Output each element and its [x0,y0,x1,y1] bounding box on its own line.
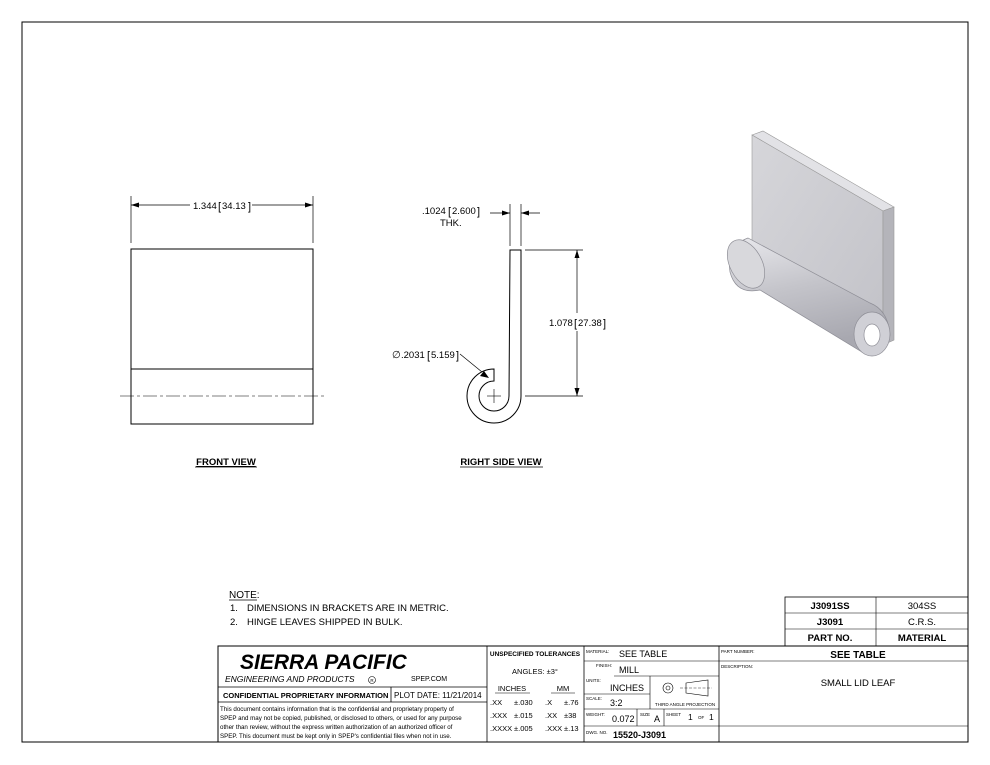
confidential-text-line-4: SPEP. This document must be kept only in SPEP's confidential files when not in use. [220,733,452,740]
right-side-view [392,204,606,468]
tol-row-2-in-val: ±.015 [514,711,533,720]
confidential-text-line-3: other than review, without the express written authorization of an authorized officer of [220,724,453,731]
confidential-label: CONFIDENTIAL PROPRIETARY INFORMATION [223,691,389,700]
note-1-number: 1. [230,603,238,614]
description-value: SMALL LID LEAF [820,678,896,689]
note-2-number: 2. [230,617,238,628]
tol-row-2-in-label: .XXX [490,711,508,720]
front-width-dimension: 1.344 [193,201,217,212]
notes-heading: NOTE: [229,590,260,601]
confidential-text-line-2: SPEP and may not be copied, published, or disclosed to others, or used for any purpose [220,715,462,722]
weight-label: WEIGHT: [586,712,605,717]
tol-row-2-mm-val: ±38 [564,711,577,720]
front-view-outline [131,249,313,424]
part-number-label: PART NUMBER: [721,649,755,654]
front-view [120,196,325,468]
parts-table-header-material: MATERIAL [897,633,947,644]
projection-label: THIRD ANGLE PROJECTION [654,702,716,707]
sheet-label: SHEET [666,712,682,717]
tolerances-mm-header: MM [556,684,570,693]
tol-row-1-mm-label: .X [545,698,553,707]
parts-table-row-2-material: C.R.S. [908,617,936,628]
scale-label: SCALE: [586,696,603,701]
finish-label: FINISH: [596,663,613,668]
parts-table [785,597,968,646]
isometric-view [720,131,894,356]
drawing-number: 15520-J3091 [613,730,667,740]
front-width-dimension-metric: 34.13 [222,201,246,212]
right-side-view-label: RIGHT SIDE VIEW [460,457,542,468]
confidential-text-line-1: This document contains information that is the confidential and proprietary property of [220,706,454,713]
tol-row-2-mm-label: .XX [545,711,558,720]
svg-text:]: ] [603,318,607,330]
svg-text:[: [ [427,350,431,362]
diameter-dimension-metric: 5.159 [431,350,455,361]
part-number-value: SEE TABLE [830,650,886,661]
material-value: SEE TABLE [619,649,668,659]
size-label: SIZE [640,712,651,717]
weight-value: 0.072 [612,714,635,724]
parts-table-row-1-material: 304SS [907,601,937,612]
size-value: A [654,714,661,724]
height-dimension-metric: 27.38 [578,318,602,329]
tol-row-3-in-label: .XXXX [490,724,513,733]
thickness-note: THK. [440,218,462,229]
material-label: MATERIAL: [586,649,610,654]
tol-row-3-mm-val: ±.13 [564,724,579,733]
svg-text:]: ] [248,201,252,213]
units-label: UNITS: [586,678,601,683]
notes [229,590,449,628]
sheet-of-label: OF [698,715,705,720]
company-subtitle: ENGINEERING AND PRODUCTS [225,674,355,684]
tol-row-1-in-val: ±.030 [514,698,533,707]
svg-text:]: ] [477,206,481,218]
thickness-dimension: .1024 [422,206,446,217]
parts-table-row-1-part: J3091SS [810,601,850,612]
diameter-dimension: .2031 [401,350,425,361]
title-block [218,646,968,742]
thickness-dimension-metric: 2.600 [452,206,476,217]
tolerances-inches-header: INCHES [497,684,527,693]
company-website: SPEP.COM [411,676,448,683]
diameter-symbol: ∅ [392,350,401,361]
note-1-text: DIMENSIONS IN BRACKETS ARE IN METRIC. [247,603,449,614]
svg-text:[: [ [218,201,222,213]
tolerances-heading: UNSPECIFIED TOLERANCES [489,651,581,658]
tol-row-1-mm-val: ±.76 [564,698,579,707]
finish-value: MILL [619,665,640,675]
tolerances-angles: ANGLES: ±3° [512,667,558,676]
parts-table-row-2-part: J3091 [816,617,844,628]
tol-row-3-in-val: ±.005 [514,724,533,733]
svg-text:]: ] [456,350,460,362]
company-name: SIERRA PACIFIC [240,651,407,674]
units-value: INCHES [610,683,645,693]
note-2-text: HINGE LEAVES SHIPPED IN BULK. [247,617,403,628]
plot-date: PLOT DATE: 11/21/2014 [394,691,482,700]
height-dimension: 1.078 [549,318,573,329]
parts-table-header-part: PART NO. [807,633,853,644]
drawing-number-label: DWG. NO. [586,730,608,735]
front-view-label: FRONT VIEW [196,457,256,468]
tol-row-1-in-label: .XX [490,698,503,707]
sheet-total: 1 [709,712,714,722]
svg-text:[: [ [574,318,578,330]
projection-circle-icon [663,683,673,693]
tol-row-3-mm-label: .XXX [545,724,563,733]
scale-value: 3:2 [610,698,623,708]
sheet-value: 1 [688,712,693,722]
svg-text:[: [ [448,206,452,218]
description-label: DESCRIPTION: [721,664,754,669]
registered-mark: R [370,678,374,683]
